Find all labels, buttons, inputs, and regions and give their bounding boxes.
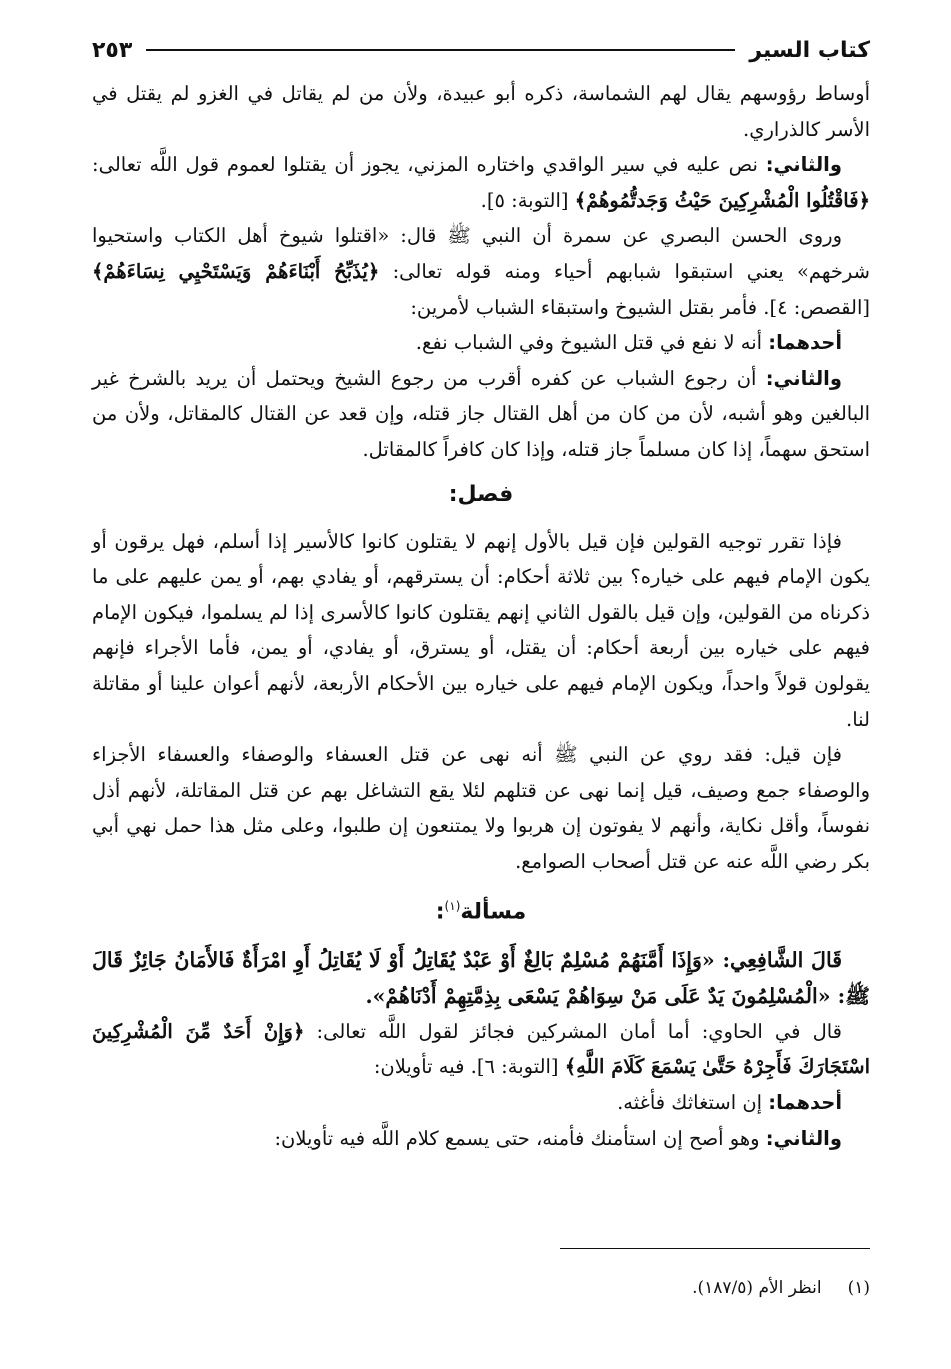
paragraph bbox=[92, 218, 870, 325]
heading-colon: : bbox=[435, 899, 445, 925]
paragraph bbox=[92, 1014, 870, 1085]
paragraph-text: فأمر بقتل الشيوخ واستبقاء الشباب لأمرين: bbox=[410, 295, 758, 319]
paragraph bbox=[92, 361, 870, 468]
running-header bbox=[92, 30, 870, 70]
paragraph-label: أحدهما: bbox=[768, 331, 842, 355]
paragraph bbox=[92, 1085, 870, 1121]
heading-text: مسألة bbox=[460, 899, 527, 925]
paragraph-label: والثاني: bbox=[765, 1126, 842, 1150]
paragraph-label: أحدهما: bbox=[768, 1090, 842, 1114]
paragraph-text: وروى الحسن البصري عن سمرة أن النبي ﷺ قال: «اقتلوا شيوخ أهل الكتاب واستحيوا شرخهم» يعني استبقوا شبابهم أحياء ومنه قوله تعالى: bbox=[92, 224, 870, 283]
paragraph-text: إن استغاثك فأغثه. bbox=[617, 1090, 763, 1114]
paragraph-text: نص عليه في سير الواقدي واختاره المزني، يجوز أن يقتلوا لعموم قول اللَّه تعالى: bbox=[92, 153, 758, 177]
verse-reference: [القصص: ٤]. bbox=[763, 295, 870, 319]
paragraph-text: قَالَ الشَّافِعِي: «وَإِذَا أَمَّنَهُمْ مُسْلِمٌ بَالِغٌ أَوْ عَبْدٌ يُقَاتِلُ أَوْ لَا يُقَاتِلُ أَوِ امْرَأَةٌ فَالأَمَانُ جَائِزٌ قَالَ ﷺ: «الْمُسْلِمُونَ يَدٌ عَلَى مَنْ سِوَاهُمْ يَسْعَى بِذِمَّتِهِمْ أَدْنَاهُمْ». bbox=[92, 947, 870, 1008]
quran-verse: ﴿فَاقْتُلُوا الْمُشْرِكِينَ حَيْثُ وَجَدتُّمُوهُمْ﴾ bbox=[574, 188, 870, 212]
footnote bbox=[92, 1274, 870, 1302]
paragraph-text: فيه تأويلان: bbox=[373, 1055, 465, 1079]
quran-verse: ﴿يُذَبِّحُ أَبْنَاءَهُمْ وَيَسْتَحْيِي نِسَاءَهُمْ﴾ bbox=[92, 259, 380, 283]
book-title: كتاب السير bbox=[749, 37, 870, 63]
book-page bbox=[92, 30, 870, 1350]
paragraph-text: أنه لا نفع في قتل الشيوخ وفي الشباب نفع. bbox=[415, 331, 763, 355]
header-rule bbox=[146, 49, 735, 51]
paragraph bbox=[92, 76, 870, 147]
section-heading-masala bbox=[92, 883, 870, 935]
page-number: ٢٥٣ bbox=[92, 37, 133, 63]
paragraph-text: وهو أصح إن استأمنك فأمنه، حتى يسمع كلام اللَّه فيه تأويلان: bbox=[274, 1126, 760, 1150]
footnote-rule bbox=[560, 1248, 870, 1249]
paragraph bbox=[92, 737, 870, 879]
paragraph bbox=[92, 1121, 870, 1157]
paragraph bbox=[92, 325, 870, 361]
footnote-text: انظر الأم (١٨٧/٥). bbox=[692, 1278, 822, 1298]
paragraph-text: أوساط رؤوسهم يقال لهم الشماسة، ذكره أبو عبيدة، ولأن من لم يقاتل في الغزو لم يقتل في الأسر كالذراري. bbox=[92, 82, 870, 141]
paragraph bbox=[92, 147, 870, 218]
footnote-number: (١) bbox=[847, 1278, 870, 1298]
paragraph-text: فإذا تقرر توجيه القولين فإن قيل بالأول إنهم لا يقتلون كانوا كالأسير إذا أسلم، فهل يرقون أو يكون الإمام فيهم على خياره؟ بين ثلاثة أحكام: أن يسترقهم، أو يفادي بهم، أو يمن عليهم على ما ذكرناه من القولين، وإن قيل بالقول الثاني إنهم يقتلون كانوا كالأسرى إذا لم يسلموا، فيكون الإمام فيهم على خياره بين أربعة أحكام: أن يقتل، أو يسترق، أو يفادي، أو يمن، فأما الأجراء فإنهم يقولون قولاً واحداً، ويكون الإمام فيهم على خياره بين الأحكام الأربعة، لأنهم أعوان علينا أو مقاتلة لنا. bbox=[92, 529, 870, 731]
paragraph-label: والثاني: bbox=[765, 366, 842, 390]
paragraph-text: قال في الحاوي: أما أمان المشركين فجائز لقول اللَّه تعالى: bbox=[316, 1019, 843, 1043]
paragraph-text: فإن قيل: فقد روي عن النبي ﷺ أنه نهى عن قتل العسفاء والوصفاء والعسفاء الأجزاء والوصفاء جمع وصيف، قيل إنما نهى عن قتلهم لئلا يقع التشاغل بهم عن قتل المقاتلة، لأنهم أذل نفوساً، وأقل نكاية، وأنهم لا يفوتون إن هربوا ولا يمتنعون إن طلبوا، وعلى مثل هذا حمل نهي أبي بكر رضي اللَّه عنه عن قتل أصحاب الصوامع. bbox=[92, 743, 870, 873]
footnote-marker[interactable]: (١) bbox=[444, 899, 461, 914]
section-heading-fasl: فصل: bbox=[448, 481, 514, 507]
paragraph-text: أن رجوع الشباب عن كفره أقرب من رجوع الشيخ ويحتمل أن يريد بالشرخ غير البالغين وهو أشبه، لأن من كان من أهل القتال جاز قتله، وإن قعد عن القتال كالمقاتل، ولأن من استحق سهماً، إذا كان مسلماً جاز قتله، وإذا كان كافراً كالمقاتل. bbox=[92, 366, 870, 461]
paragraph-label: والثاني: bbox=[765, 153, 842, 177]
verse-reference: [التوبة: ٦]. bbox=[470, 1055, 559, 1079]
shafii-quote bbox=[92, 942, 870, 1014]
quran-verse: ﴿وَإِنْ أَحَدٌ مِّنَ الْمُشْرِكِينَ اسْتَجَارَكَ فَأَجِرْهُ حَتَّىٰ يَسْمَعَ كَلَامَ اللَّهِ﴾ bbox=[92, 1019, 870, 1079]
verse-reference: [التوبة: ٥]. bbox=[480, 188, 569, 212]
paragraph bbox=[92, 524, 870, 738]
page-body bbox=[92, 76, 870, 1156]
